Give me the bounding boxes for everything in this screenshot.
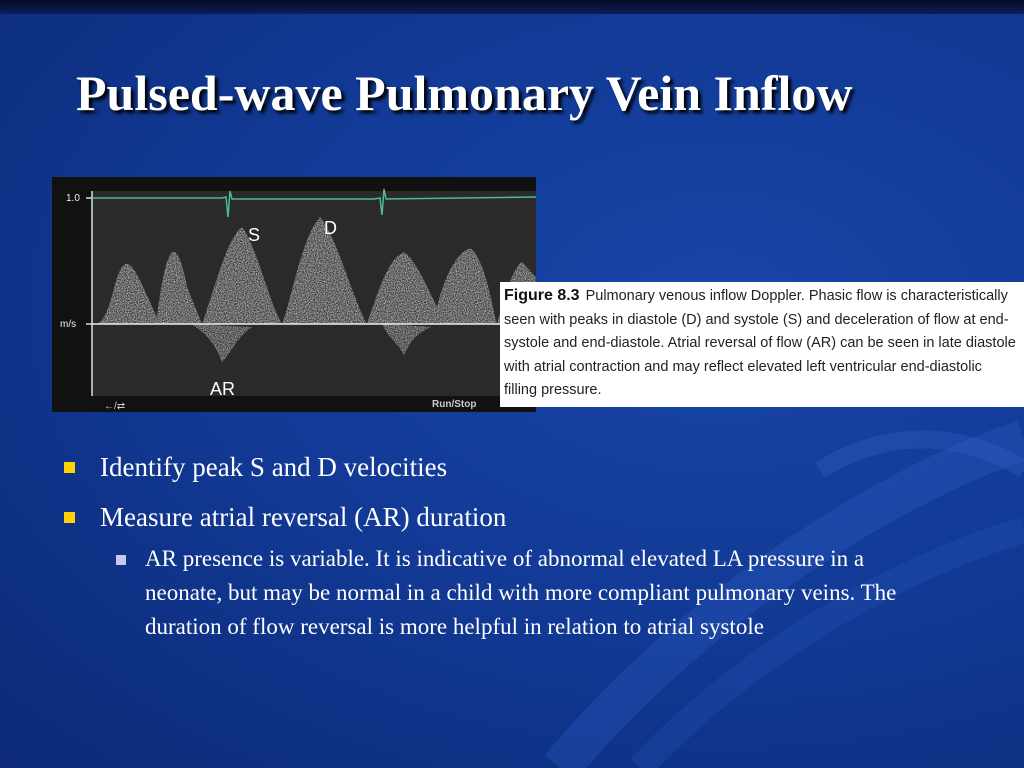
- bullet-text: Identify peak S and D velocities: [100, 452, 448, 482]
- figure-caption-label: Figure 8.3: [504, 287, 580, 304]
- bullet-marker: [64, 462, 75, 473]
- bullet-list: [62, 450, 982, 644]
- sub-bullet-text: AR presence is variable. It is indicative of abnormal elevated LA pressure in a neonate, but may be normal in a child with more compliant pulmonary veins. The duration of flow reversal is more helpful in relation to atrial systole: [145, 546, 897, 639]
- figure-caption: [500, 282, 1024, 407]
- axis-unit-label: m/s: [60, 319, 77, 330]
- sub-bullet-marker: [116, 555, 126, 565]
- pulmonary-vein-doppler-image: [52, 177, 536, 412]
- peak-label-s: S: [248, 225, 261, 245]
- axis-top-label: 1.0: [66, 193, 80, 204]
- slide-title: Pulsed-wave Pulmonary Vein Inflow: [76, 65, 853, 121]
- figure-caption-text: Pulmonary venous inflow Doppler. Phasic flow is characteristically seen with peaks in diastole (D) and systole (S) and deceleration of flow at end-systole and end-diastole. Atrial reversal of flow (AR) can be seen in late diastole with atrial contraction and may reflect elevated left ventricular end-diastolic filling pressure.: [504, 288, 1016, 398]
- bottom-left-label: ←/⇄: [104, 401, 126, 412]
- peak-label-d: D: [324, 218, 337, 238]
- bullet-marker: [64, 512, 75, 523]
- bullet-item: [62, 450, 982, 484]
- peak-label-ar: AR: [210, 379, 236, 399]
- run-stop-label: Run/Stop: [432, 399, 477, 410]
- bullet-item: [62, 500, 982, 534]
- sub-bullet-list: [62, 542, 982, 644]
- sub-bullet-item: [108, 542, 945, 644]
- bullet-text: Measure atrial reversal (AR) duration: [100, 502, 507, 532]
